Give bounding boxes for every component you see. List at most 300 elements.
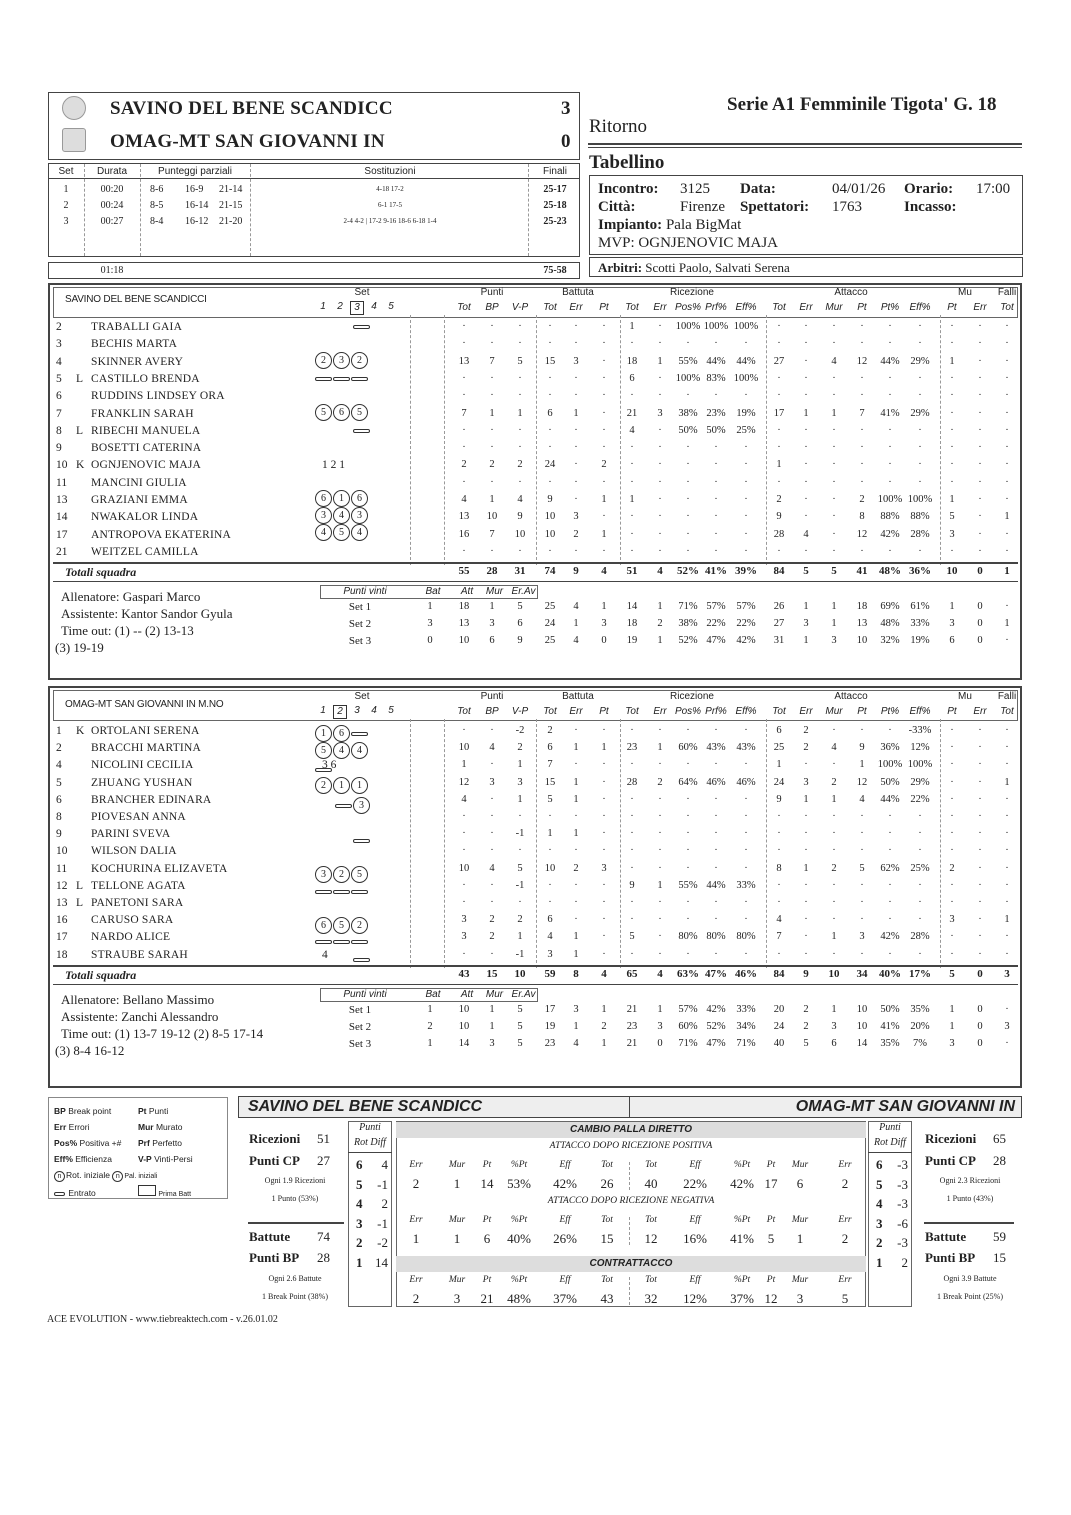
stat-cell: 6 [547, 742, 553, 754]
totals-cell: 84 [773, 967, 785, 980]
pv-cell: · [1005, 601, 1009, 613]
pv-cell: 3 [831, 1020, 837, 1032]
stat-cell: 38% [678, 407, 698, 419]
col-head: Pt [857, 302, 867, 313]
stat-cell: 100% [675, 321, 701, 332]
pv-cell: 2 [427, 1020, 433, 1032]
stat-cell: 1 [776, 459, 782, 471]
totals-cell: 0 [977, 565, 983, 578]
pv-cell: 10 [458, 1020, 470, 1032]
stat-cell: 21 [626, 407, 638, 419]
stat-cell: 3 [547, 948, 553, 960]
stat-cell: · [548, 476, 552, 488]
stat-cell: · [744, 476, 748, 488]
stat-cell: 1 [573, 793, 579, 805]
stat-cell: · [978, 407, 982, 419]
stat-cell: 2 [517, 459, 523, 471]
player-name: NWAKALOR LINDA [91, 511, 199, 524]
stat-cell: · [832, 528, 836, 540]
stat-head: Pt [482, 1215, 492, 1225]
col-head: Prf% [705, 302, 727, 313]
totals-cell: 65 [626, 967, 638, 980]
stat-value: 43 [600, 1291, 614, 1306]
stat-cell: 4 [629, 424, 635, 436]
stat-cell: 9 [547, 494, 553, 505]
player-name: KOCHURINA ELIZAVETA [91, 862, 228, 875]
set-final: 25-17 [543, 184, 567, 195]
pv-cell: · [1005, 635, 1009, 647]
stat-cell: · [602, 511, 606, 523]
rotation-marks [315, 936, 369, 947]
col-divider [410, 719, 411, 968]
pv-cell: 71% [678, 601, 698, 613]
stat-cell: · [918, 948, 922, 960]
totals-cell: 4 [601, 967, 607, 980]
stat-cell: · [658, 511, 662, 523]
stat-cell: · [777, 879, 781, 891]
stat-cell: · [950, 931, 954, 943]
stat-cell: · [1005, 897, 1009, 908]
stat-value: 17 [764, 1176, 778, 1191]
stat-cell: · [832, 459, 836, 471]
stat-cell: · [832, 442, 836, 454]
stat-cell: · [602, 476, 606, 488]
stat-cell: · [686, 948, 690, 960]
stat-cell: 4 [489, 862, 495, 874]
stat-cell: 23% [706, 407, 726, 419]
stat-cell: 2 [489, 931, 495, 943]
stat-cell: · [744, 897, 748, 908]
player-number: 2 [56, 321, 62, 333]
stat-cell: 33% [736, 879, 756, 891]
stat-cell: · [978, 338, 982, 350]
stat-cell: · [744, 914, 748, 926]
stat-cell: -33% [908, 725, 932, 736]
stat-cell: 100% [733, 372, 759, 384]
pv-cell: 47% [706, 635, 726, 647]
stat-cell: · [686, 511, 690, 523]
stat-cell: 2 [601, 459, 607, 471]
pv-cell: 32% [880, 635, 900, 647]
player-number: 6 [56, 793, 62, 806]
stat-cell: · [602, 407, 606, 419]
stat-cell: 80% [706, 931, 726, 943]
stat-cell: 9 [629, 879, 635, 891]
stat-cell: 8 [776, 862, 782, 874]
totals-cell: 34 [856, 967, 868, 980]
home-team-name: SAVINO DEL BENE SCANDICC [110, 98, 393, 119]
rotation-marks [315, 954, 371, 965]
stat-cell: · [462, 948, 466, 960]
stat-head: Tot [601, 1160, 613, 1170]
player-number: 11 [56, 862, 68, 875]
stat-head: Pt [482, 1160, 492, 1170]
stat-cell: · [490, 338, 494, 350]
stat-cell: · [832, 759, 836, 771]
pv-cell: 57% [678, 1003, 698, 1015]
player-number: 17 [56, 528, 68, 541]
pv-cell: 3 [949, 618, 955, 630]
stat-cell: 3 [517, 776, 523, 788]
pv-cell: 13 [856, 618, 868, 630]
stat-cell: 9 [517, 511, 523, 523]
stat-cell: 6 [547, 407, 553, 419]
col-divider [444, 315, 445, 565]
rot-diff: 2 [901, 1254, 908, 1270]
stat-cell: 1 [601, 528, 607, 540]
player-number: 13 [56, 494, 68, 506]
pv-cell: 4 [573, 635, 579, 647]
stat-cell: · [804, 338, 808, 350]
stat-head: %Pt [510, 1160, 528, 1170]
stat-head: Mur [791, 1215, 809, 1225]
stat-cell: · [714, 459, 718, 471]
stat-cell: · [950, 793, 954, 805]
col-head: Pt [947, 706, 957, 717]
totals-cell: 36% [909, 565, 931, 578]
home-bat-label: Battute [249, 1229, 291, 1244]
stat-cell: 3 [573, 355, 579, 367]
stat-head: %Pt [733, 1275, 751, 1285]
pv-cell: 48% [880, 618, 900, 630]
pv-cell: 18 [458, 601, 470, 613]
rot-diff: -3 [897, 1157, 908, 1172]
set-partial-3: 21-20 [219, 216, 243, 227]
stat-cell: · [602, 390, 606, 402]
stat-cell: 29% [910, 407, 930, 419]
stat-cell: · [744, 338, 748, 350]
rotation-marks: 3 4 3 [315, 507, 369, 524]
stat-value: 26 [600, 1176, 614, 1191]
stat-cell: · [832, 321, 836, 332]
pv-cell: 57% [706, 601, 726, 613]
pv-cell: 1 [657, 1003, 663, 1015]
stat-cell: · [630, 459, 634, 471]
stat-cell: 24 [544, 459, 556, 471]
stat-cell: · [918, 442, 922, 454]
stat-head: Pt [766, 1275, 776, 1285]
stat-cell: 2 [776, 494, 782, 505]
pv-cell: 31 [773, 635, 785, 647]
col-head: Pos% [674, 706, 702, 717]
totals-label: Totali squadra [65, 565, 137, 580]
stat-cell: 1 [629, 494, 635, 505]
stat-cell: · [714, 897, 718, 908]
totals-cell: 10 [514, 967, 526, 980]
away-bp-label: Punti BP [925, 1250, 976, 1265]
stat-cell: · [630, 476, 634, 488]
pv-cell: 1 [831, 1003, 837, 1015]
stat-cell: · [918, 879, 922, 891]
stat-cell: 44% [706, 879, 726, 891]
stat-cell: 10 [544, 862, 556, 874]
stat-cell: · [918, 828, 922, 840]
stat-cell: · [462, 811, 466, 822]
stat-cell: 3 [573, 511, 579, 523]
stat-cell: · [630, 390, 634, 402]
stat-cell: · [490, 545, 494, 557]
pv-head: Mur [485, 586, 504, 598]
stat-cell: · [950, 407, 954, 419]
stat-cell: · [686, 528, 690, 540]
rot-diff: -2 [377, 1235, 388, 1250]
pv-cell: 18 [856, 601, 868, 613]
rotdiff-box [348, 1121, 392, 1307]
stat-cell: · [888, 442, 892, 454]
stat-cell: · [832, 338, 836, 350]
stat-cell: 1 [803, 407, 809, 419]
stat-cell: · [602, 355, 606, 367]
home-1p: 1 Punto (53%) [271, 1194, 319, 1203]
stat-value: 42% [730, 1176, 754, 1191]
player-number: 9 [56, 442, 62, 455]
stat-cell: · [744, 862, 748, 874]
stat-cell: · [686, 793, 690, 805]
pv-cell: 6 [949, 635, 955, 647]
stat-cell: 5 [517, 355, 523, 367]
pv-cell: 0 [977, 618, 983, 630]
home-ogni2: Ogni 2.6 Battute [268, 1274, 322, 1283]
totals-cell: 48% [879, 565, 901, 578]
stat-cell: · [860, 442, 864, 454]
stat-cell: · [978, 811, 982, 822]
col-head: Tot [543, 302, 557, 313]
player-name: NARDO ALICE [91, 931, 171, 944]
stat-cell: · [490, 828, 494, 840]
stat-cell: · [714, 511, 718, 523]
pv-cell: 18 [626, 618, 638, 630]
stat-cell: · [548, 424, 552, 436]
footer-text: ACE EVOLUTION - www.tiebreaktech.com - v.26.01.02 [47, 1314, 278, 1325]
col-group: Falli [997, 287, 1017, 298]
stat-cell: · [888, 879, 892, 891]
stat-cell: · [978, 759, 982, 771]
col-head: Tot [1000, 706, 1014, 717]
stat-cell: 60% [678, 742, 698, 754]
stat-cell: · [888, 372, 892, 384]
player-name: MANCINI GIULIA [91, 476, 187, 489]
stat-cell: · [658, 793, 662, 805]
away-ogni: Ogni 2.3 Ricezioni [939, 1176, 1001, 1185]
stat-cell: 7 [489, 355, 495, 367]
stat-cell: · [574, 424, 578, 436]
away-cp-label: Punti CP [925, 1153, 976, 1168]
stat-cell: 88% [910, 511, 930, 523]
stat-cell: · [658, 725, 662, 736]
stat-cell: · [978, 879, 982, 891]
stat-cell: · [658, 948, 662, 960]
stat-cell: · [888, 476, 892, 488]
stat-cell: 1 [831, 931, 837, 943]
stat-cell: · [978, 321, 982, 332]
stat-cell: · [518, 811, 522, 822]
pv-head: Er.Av [511, 586, 536, 598]
stat-cell: 2 [859, 494, 865, 505]
pv-cell: 35% [910, 1003, 930, 1015]
coach: Allenatore: Gaspari Marco [61, 589, 201, 605]
stat-cell: · [462, 338, 466, 350]
stat-value: 37% [553, 1291, 577, 1306]
pv-cell: 33% [910, 618, 930, 630]
col-group: Ricezione [670, 691, 714, 702]
stat-cell: · [574, 759, 578, 771]
set-num: 3 [354, 705, 360, 716]
stat-value: 6 [796, 1176, 804, 1191]
stat-cell: · [832, 725, 836, 736]
stat-cell: · [744, 442, 748, 454]
player-name: ORTOLANI SERENA [91, 725, 200, 737]
stat-value: 2 [841, 1176, 849, 1191]
stat-cell: · [1005, 742, 1009, 754]
stat-cell: · [832, 476, 836, 488]
set-substitutions: 4-18 17-2 [376, 185, 404, 193]
totals-cell: 1 [1004, 565, 1010, 578]
stat-cell: · [1005, 793, 1009, 805]
stat-cell: · [1005, 338, 1009, 350]
stat-cell: 44% [880, 793, 900, 805]
stat-cell: · [1005, 828, 1009, 840]
stat-value: 2 [412, 1291, 420, 1306]
player-number: 5 [56, 776, 62, 789]
pv-cell: 52% [678, 635, 698, 647]
stat-cell: · [490, 725, 494, 736]
player-name: BECHIS MARTA [91, 338, 178, 351]
stat-cell: 4 [803, 528, 809, 540]
pv-cell: 1 [573, 618, 579, 630]
home-ric: 51 [317, 1131, 330, 1146]
stat-cell: 55% [678, 355, 698, 367]
stat-cell: 80% [736, 931, 756, 943]
set-num: 3 [350, 301, 364, 315]
set-substitutions: 2-4 4-2 | 17-2 9-16 18-6 6-18 1-4 [343, 217, 437, 225]
player-number: 17 [56, 931, 68, 944]
stat-head: Mur [791, 1275, 809, 1285]
stat-cell: · [978, 845, 982, 857]
stat-cell: · [658, 897, 662, 908]
stat-cell: · [1005, 424, 1009, 436]
stat-cell: · [950, 424, 954, 436]
stat-cell: 1 [573, 742, 579, 754]
stat-head: Tot [645, 1215, 657, 1225]
player-number: 5 [56, 372, 62, 385]
stat-cell: 42% [880, 528, 900, 540]
stat-cell: 19% [736, 407, 756, 419]
player-number: 8 [56, 424, 62, 437]
stat-cell: 100% [877, 494, 903, 505]
stat-cell: 4 [461, 494, 467, 505]
stat-cell: · [548, 845, 552, 857]
pv-cell: 1 [657, 635, 663, 647]
totals-cell: 84 [773, 565, 785, 578]
rotation-marks: 6 5 2 [315, 917, 369, 934]
set-partial-3: 21-14 [219, 184, 243, 195]
pv-cell: 1 [949, 601, 955, 613]
stat-cell: 9 [776, 511, 782, 523]
stat-cell: · [602, 879, 606, 891]
stat-cell: · [462, 897, 466, 908]
stat-cell: · [462, 476, 466, 488]
col-head: Pt [599, 706, 609, 717]
pv-cell: 24 [773, 1020, 785, 1032]
stat-cell: · [714, 338, 718, 350]
stat-cell: · [860, 372, 864, 384]
stat-cell: · [630, 914, 634, 926]
stat-cell: · [490, 845, 494, 857]
stat-cell: · [714, 811, 718, 822]
stat-cell: · [777, 828, 781, 840]
stat-cell: 100% [675, 372, 701, 384]
stat-cell: · [490, 424, 494, 436]
stat-cell: · [777, 545, 781, 557]
stat-head: Err [409, 1215, 423, 1225]
stat-cell: · [574, 372, 578, 384]
stat-cell: 1 [657, 355, 663, 367]
stat-cell: · [462, 879, 466, 891]
player-number: 7 [56, 407, 62, 420]
set-number: 3 [63, 216, 69, 227]
stat-cell: · [888, 811, 892, 822]
stat-cell: · [658, 424, 662, 436]
player-name: CASTILLO BRENDA [91, 372, 200, 385]
stat-cell: · [602, 793, 606, 805]
set-duration: 00:24 [100, 200, 124, 211]
rotation-marks: 4 5 4 [315, 524, 369, 541]
player-rotation: 1 2 1 [322, 459, 345, 472]
stat-cell: · [1005, 845, 1009, 857]
pv-set: Set 3 [348, 1037, 372, 1050]
player-role: K [76, 459, 85, 472]
stat-cell: 22% [910, 793, 930, 805]
stat-cell: · [658, 828, 662, 840]
player-role: L [76, 897, 84, 909]
stat-cell: 6 [547, 914, 553, 926]
stat-cell: · [804, 511, 808, 523]
stat-head: %Pt [733, 1160, 751, 1170]
stat-cell: · [832, 845, 836, 857]
pv-cell: 17 [544, 1003, 556, 1015]
rotation-marks [315, 373, 369, 384]
stat-cell: · [804, 442, 808, 454]
set-duration: 00:20 [100, 184, 124, 195]
stat-cell: · [462, 372, 466, 384]
col-head: Mur [825, 706, 843, 717]
stat-cell: · [804, 811, 808, 822]
player-role: L [76, 879, 84, 892]
stat-cell: · [658, 759, 662, 771]
stat-head: Tot [645, 1275, 657, 1285]
stat-cell: 80% [678, 931, 698, 943]
stat-cell: · [714, 845, 718, 857]
stat-cell: · [686, 759, 690, 771]
pv-cell: 3 [489, 1037, 495, 1049]
stat-cell: · [777, 338, 781, 350]
stat-cell: · [548, 321, 552, 332]
totals-cell: 47% [705, 967, 727, 980]
stat-cell: 28% [910, 528, 930, 540]
stat-cell: · [714, 442, 718, 454]
stat-cell: · [744, 511, 748, 523]
stat-cell: 12 [856, 355, 868, 367]
stat-cell: · [686, 494, 690, 505]
col-group: Attacco [834, 691, 868, 702]
totals-cell: 28 [486, 565, 498, 578]
pv-cell: 33% [736, 1003, 756, 1015]
rot-num: 2 [356, 1235, 363, 1250]
stat-cell: · [1005, 390, 1009, 402]
stat-cell: · [462, 828, 466, 840]
stat-cell: · [950, 725, 954, 736]
col-head: Eff% [735, 706, 757, 717]
